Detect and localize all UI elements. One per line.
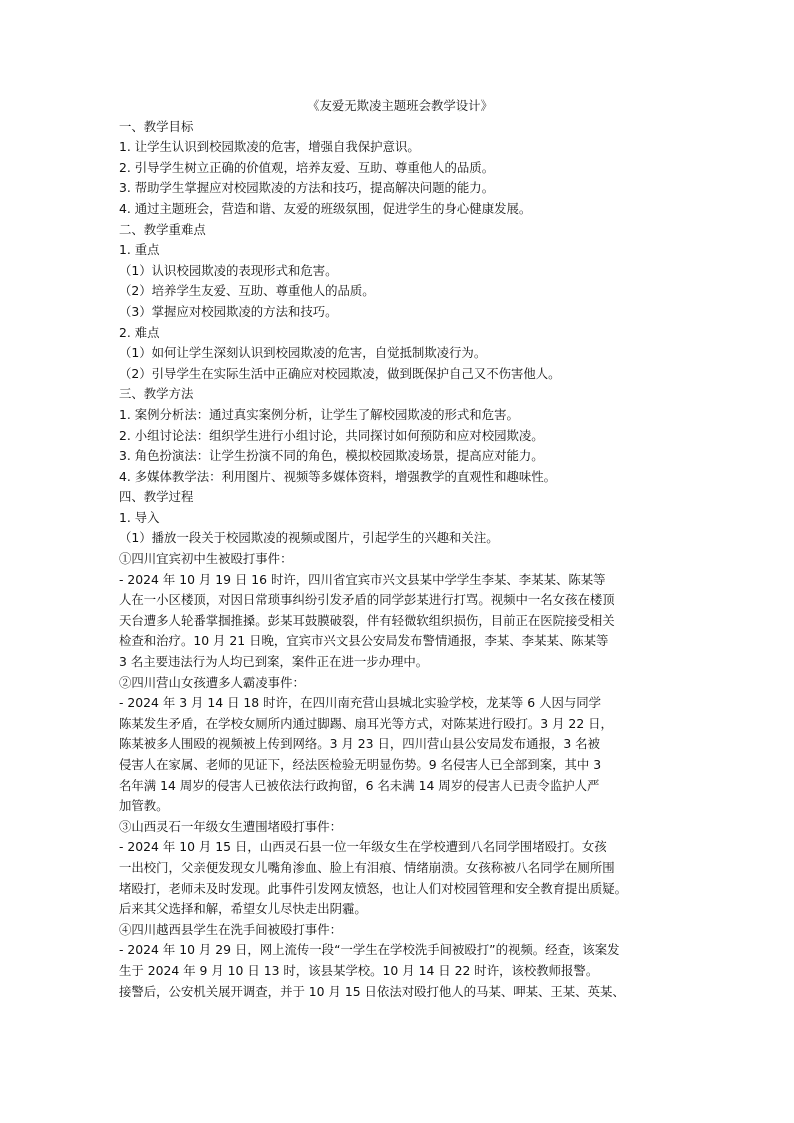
intro-item: （1）播放一段关于校园欺凌的视频或图片，引起学生的兴趣和关注。 bbox=[119, 530, 499, 546]
case-line: 天台遭多人轮番掌掴推搡。彭某耳鼓膜破裂，伴有轻微软组织损伤，目前正在医院接受相关 bbox=[119, 612, 615, 628]
difficult-item: （2）引导学生在实际生活中正确应对校园欺凌，做到既保护自己又不伤害他人。 bbox=[119, 365, 561, 381]
case-line: 后来其父选择和解，希望女儿尽快走出阴霾。 bbox=[119, 901, 367, 917]
case-line: 3 名主要违法行为人均已到案，案件正在进一步办理中。 bbox=[119, 654, 429, 670]
key-item: （2）培养学生友爱、互助、尊重他人的品质。 bbox=[119, 283, 375, 299]
case-line: - 2024 年 10 月 15 日，山西灵石县一位一年级女生在学校遭到八名同学围堵殴打。女孩 bbox=[119, 839, 607, 855]
section-heading-process: 四、教学过程 bbox=[119, 489, 194, 505]
method-item: 4. 多媒体教学法：利用图片、视频等多媒体资料，增强教学的直观性和趣味性。 bbox=[119, 468, 557, 484]
case-line: - 2024 年 10 月 19 日 16 时许，四川省宜宾市兴文县某中学学生李某、李某某、陈某等 bbox=[119, 571, 606, 587]
case-line: 接警后，公安机关展开调查，并于 10 月 15 日依法对殴打他人的马某、呷某、王某、英某、 bbox=[119, 983, 625, 999]
case-line: 陈某发生矛盾，在学校女厕所内通过脚踢、扇耳光等方式，对陈某进行殴打。3 月 22 日， bbox=[119, 715, 613, 731]
goal-item: 3. 帮助学生掌握应对校园欺凌的方法和技巧，提高解决问题的能力。 bbox=[119, 180, 495, 196]
document-title: 《友爱无欺凌主题班会教学设计》 bbox=[307, 98, 493, 113]
case-line: 生于 2024 年 9 月 10 日 13 时，该县某学校。10 月 14 日 22 时许，该校教师报警。 bbox=[119, 962, 599, 978]
case-title: ③山西灵石一年级女生遭围堵殴打事件： bbox=[119, 818, 343, 834]
case-line: 陈某被多人围殴的视频被上传到网络。3 月 23 日，四川营山县公安局发布通报，3 名被 bbox=[119, 736, 600, 752]
method-item: 1. 案例分析法：通过真实案例分析，让学生了解校园欺凌的形式和危害。 bbox=[119, 406, 519, 422]
case-title: ④四川越西县学生在洗手间被殴打事件： bbox=[119, 921, 343, 937]
method-item: 3. 角色扮演法：让学生扮演不同的角色，模拟校园欺凌场景，提高应对能力。 bbox=[119, 448, 544, 464]
case-line: 一出校门，父亲便发现女儿嘴角渗血、脸上有泪痕、情绪崩溃。女孩称被八名同学在厕所围 bbox=[119, 859, 615, 875]
key-item: （3）掌握应对校园欺凌的方法和技巧。 bbox=[119, 303, 338, 319]
section-heading-methods: 三、教学方法 bbox=[119, 386, 194, 402]
intro-label: 1. 导入 bbox=[119, 509, 160, 525]
section-heading-key-points: 二、教学重难点 bbox=[119, 221, 206, 237]
goal-item: 1. 让学生认识到校园欺凌的危害，增强自我保护意识。 bbox=[119, 139, 420, 155]
case-line: - 2024 年 10 月 29 日，网上流传一段“一学生在学校洗手间被殴打”的视频。经查，该案发 bbox=[119, 942, 620, 958]
case-line: 加管教。 bbox=[119, 798, 169, 814]
case-line: 堵殴打，老师未及时发现。此事件引发网友愤怒，也让人们对校园管理和安全教育提出质疑。 bbox=[119, 880, 628, 896]
key-item: （1）认识校园欺凌的表现形式和危害。 bbox=[119, 262, 338, 278]
document-page bbox=[119, 96, 681, 1002]
case-line: 检查和治疗。10 月 21 日晚，宜宾市兴文县公安局发布警情通报，李某、李某某、陈某等 bbox=[119, 633, 609, 649]
goal-item: 2. 引导学生树立正确的价值观，培养友爱、互助、尊重他人的品质。 bbox=[119, 159, 495, 175]
section-heading-goals: 一、教学目标 bbox=[119, 118, 194, 134]
case-line: 侵害人在家属、老师的见证下，经法医检验无明显伤势。9 名侵害人已全部到案，其中 3 bbox=[119, 757, 602, 772]
case-line: 名年满 14 周岁的侵害人已被依法行政拘留，6 名未满 14 周岁的侵害人已责令监护人严 bbox=[119, 777, 600, 793]
case-title: ②四川营山女孩遭多人霸凌事件： bbox=[119, 674, 305, 690]
difficult-label: 2. 难点 bbox=[119, 324, 160, 340]
goal-item: 4. 通过主题班会，营造和谐、友爱的班级氛围，促进学生的身心健康发展。 bbox=[119, 200, 532, 216]
case-line: - 2024 年 3 月 14 日 18 时许，在四川南充营山县城北实验学校，龙某等 6 人因与同学 bbox=[119, 695, 602, 711]
method-item: 2. 小组讨论法：组织学生进行小组讨论，共同探讨如何预防和应对校园欺凌。 bbox=[119, 427, 544, 443]
key-label: 1. 重点 bbox=[119, 242, 160, 258]
case-title: ①四川宜宾初中生被殴打事件： bbox=[119, 551, 293, 567]
difficult-item: （1）如何让学生深刻认识到校园欺凌的危害，自觉抵制欺凌行为。 bbox=[119, 345, 487, 361]
case-line: 人在一小区楼顶，对因日常琐事纠纷引发矛盾的同学彭某进行打骂。视频中一名女孩在楼顶 bbox=[119, 592, 615, 608]
